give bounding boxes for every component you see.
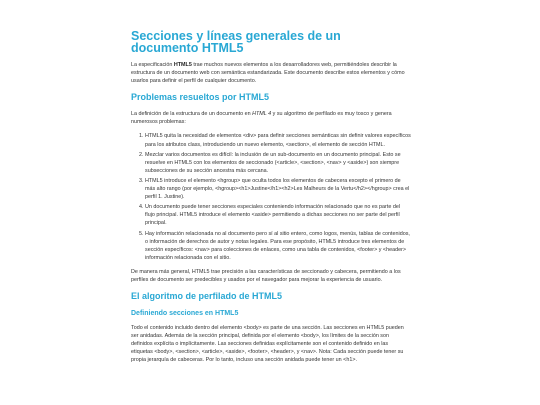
lead-em-html4: HTML 4 <box>252 111 272 118</box>
section-heading-problems: Problemas resueltos por HTML5 <box>131 92 270 103</box>
page-title: Secciones y líneas generales de un documento HTML5 <box>131 29 341 55</box>
lead-text-after: y su algoritmo de perfilado es muy tosco y genera numerosos problemas: <box>131 111 392 126</box>
intro-text-after: trae muchos nuevos elementos a los desarrolladores web, permitiéndoles describir la estructura de un documento web con semántica estandarizada. Este documento describe estos elementos y cómo usarlos para definir el perfil de cualquier documento. <box>131 62 405 85</box>
list-item: 1. HTML5 quita la necesidad de elementos <div> para definir secciones semánticas sin definir valores específicos para los atributos class, introduciendo un nuevo elemento, <section>, el elemento de sección HTML. <box>145 132 411 148</box>
defining-sections-paragraph: Todo el contenido incluido dentro del elemento <body> es parte de una sección. Las secciones en HTML5 pueden ser anidadas. Además de la sección principal, definida por el elemento <body>, los límites de la sección son definidos explícita o implícitamente. Las secciones definidas explícitamente son el contenido definido en las etiquetas <body>, <section>, <article>, <aside>, <footer>, <header>, y <nav>. Nota: Cada sección puede tener su propia jerarquía de cabeceras. Por lo tanto, incluso una sección anidada puede tener un <h1>. <box>131 325 404 364</box>
article <box>131 30 411 371</box>
list-item: 5. Hay información relacionada no al documento pero sí al sitio entero, como logos, menús, tablas de contenidos, o información de derechos de autor y notas legales. Para ese propósito, HTML5 introduce tres elementos de sección específicos: <nav> para colecciones de enlaces, como una tabla de contenidos, <footer> y <header> información relacionada con el sitio. <box>145 230 411 262</box>
intro-text-before: La especificación <box>131 62 174 68</box>
list-item: 2. Mezclar varios documentos es difícil: la inclusión de un sub-documento en un documento principal. Esto se resuelve en HTML5 con los elementos de seccionado (<article>, <section>, <nav> y <aside>) son siempre subsecciones de su sección ancestra más cercana. <box>145 151 411 175</box>
problems-lead-paragraph <box>131 110 411 126</box>
intro-paragraph <box>131 61 411 85</box>
lead-text-before: La definición de la estructura de un documento en <box>131 111 253 118</box>
section-heading-algorithm: El algoritmo de perfilado de HTML5 <box>131 291 283 302</box>
problems-closing-paragraph: De manera más general, HTML5 trae precisión a las características de seccionado y cabecera, permitiendo a los perfiles de documento ser predecibles y usados por el navegador para mejorar la experiencia de usuario. <box>131 268 401 283</box>
problems-list <box>131 132 411 261</box>
subsection-heading-defining-sections: Definiendo secciones en HTML5 <box>131 310 239 318</box>
intro-bold-term: HTML5 <box>173 62 192 68</box>
list-item: 4. Un documento puede tener secciones especiales conteniendo información relacionado que no es parte del flujo principal. HTML5 introduce el elemento <aside> permitiendo a dichas secciones no ser parte del perfil principal. <box>145 203 411 227</box>
list-item: 3. HTML5 introduce el elemento <hgroup> que oculta todos los elementos de cabecera excepto el primero de más alto rango (por ejemplo, <hgroup><h1>Justine</h1><h2>Les Malheurs de la Vertu</h2></hgroup> crea el perfil 1. Justine). <box>145 177 411 201</box>
